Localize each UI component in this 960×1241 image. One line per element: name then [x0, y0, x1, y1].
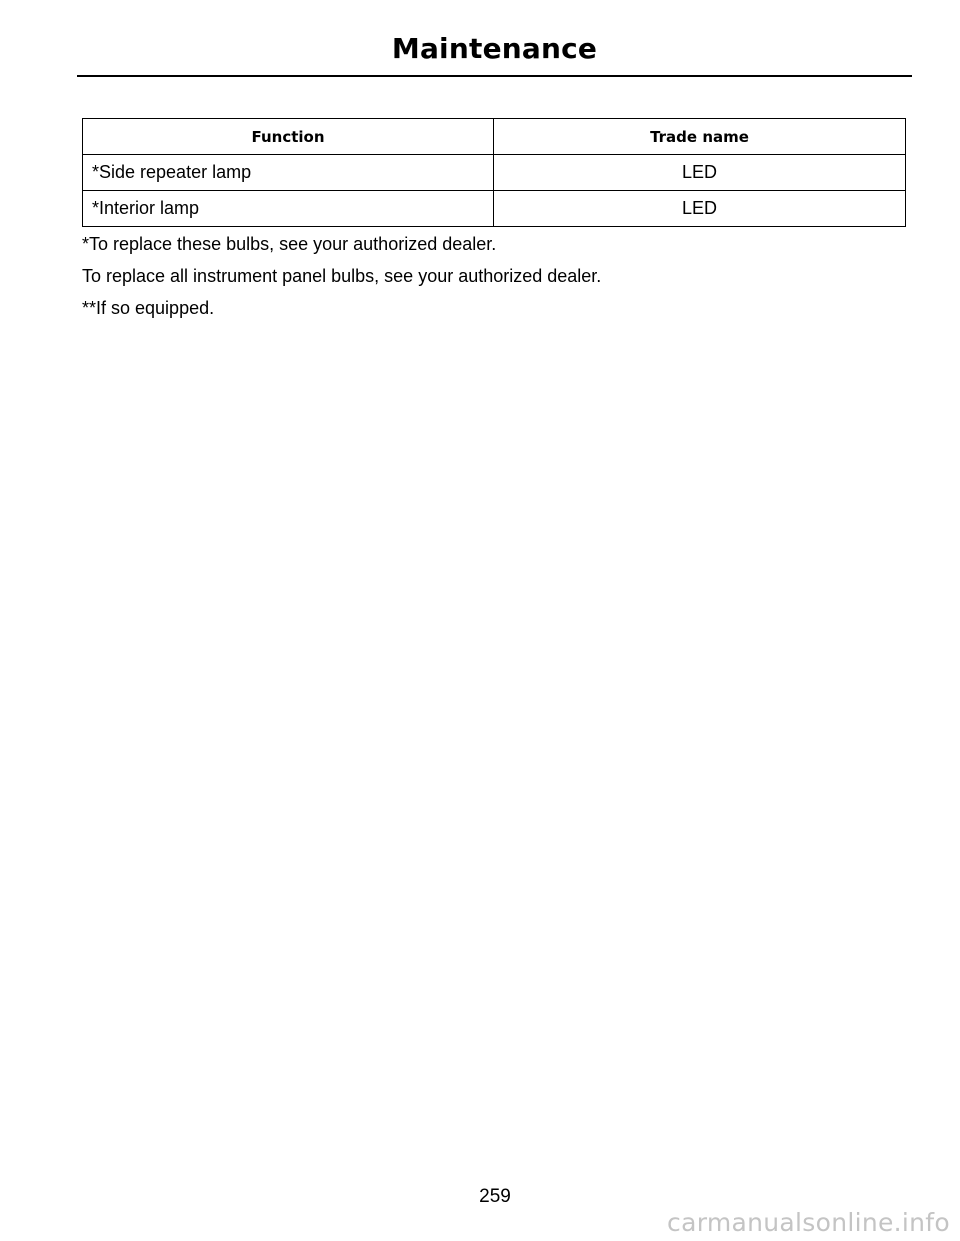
table-row: [83, 191, 906, 227]
page-title: Maintenance: [391, 32, 598, 65]
table-row: [83, 155, 906, 191]
watermark: carmanualsonline.info: [667, 1208, 950, 1237]
header-divider: [77, 75, 912, 77]
trade-name-cell: LED: [494, 191, 906, 227]
function-cell: *Interior lamp: [83, 191, 494, 227]
equipment-note: **If so equipped.: [82, 298, 215, 318]
table-header-row: [83, 119, 906, 155]
page-number: 259: [479, 1186, 511, 1207]
column-header-function: Function: [83, 119, 494, 155]
trade-name-cell: LED: [494, 155, 906, 191]
bulb-specification-table: [82, 118, 906, 227]
instrument-panel-note: To replace all instrument panel bulbs, see your authorized dealer.: [82, 266, 602, 286]
notes-section: [82, 233, 905, 329]
page-header: [77, 30, 912, 68]
dealer-note: *To replace these bulbs, see your authorized dealer.: [82, 234, 497, 254]
function-cell: *Side repeater lamp: [83, 155, 494, 191]
column-header-trade-name: Trade name: [494, 119, 906, 155]
